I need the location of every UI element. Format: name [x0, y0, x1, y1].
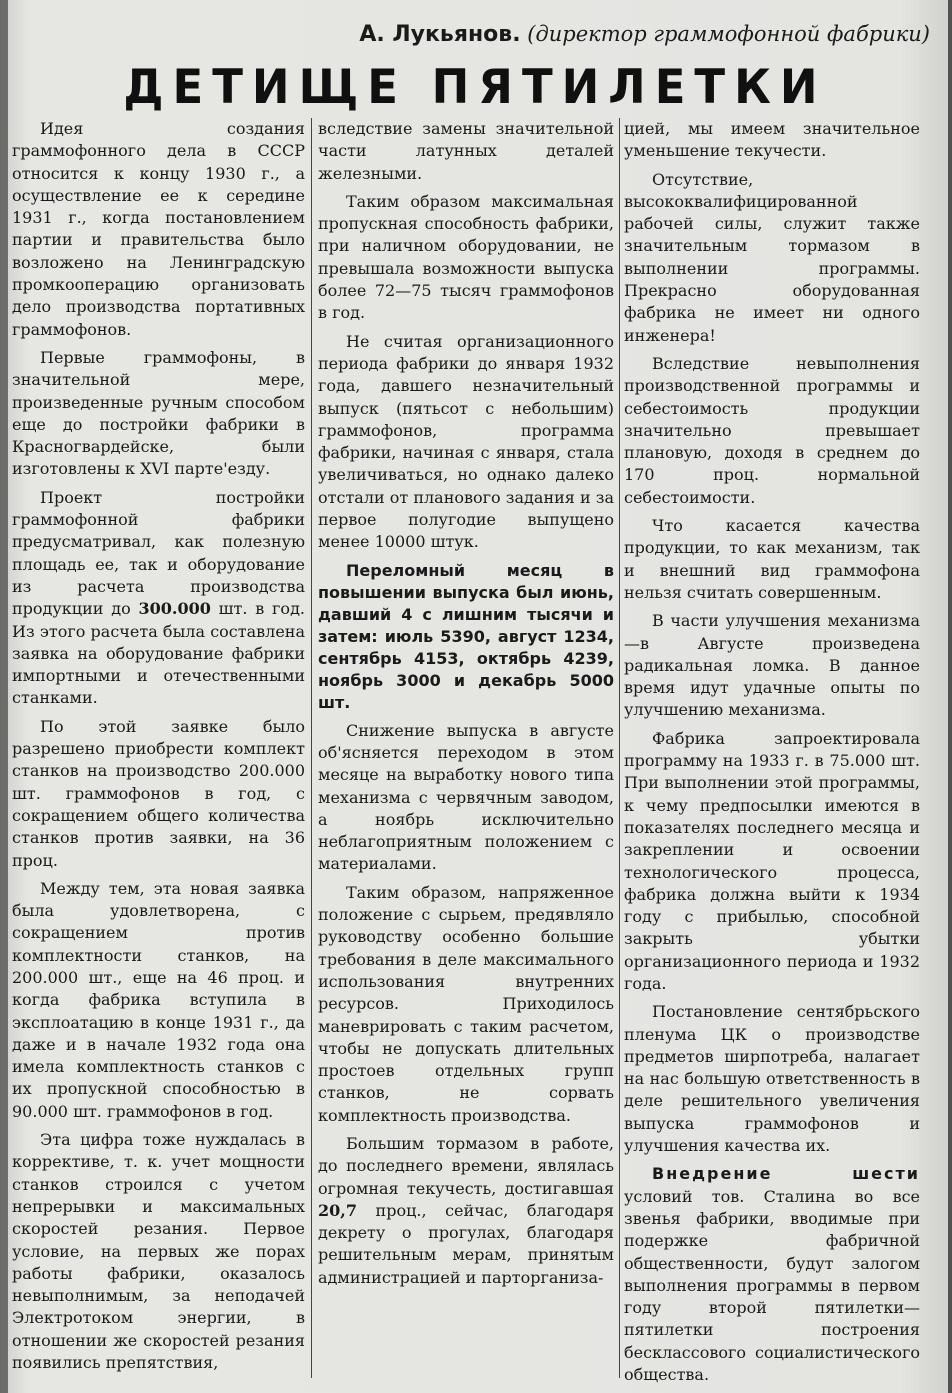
highlight-paragraph: Переломный месяц в повышении выпуска был июнь, давший 4 с лишним тысячи и затем: июль 5390, август 1234, сентябрь 4153, октябрь 4239, ноябрь 3000 и декабрь 5000 шт. [318, 560, 614, 712]
byline-role: (директор граммофонной фабрики) [527, 22, 930, 46]
paragraph: Фабрика запроектировала программу на 1933 г. в 75.000 шт. При выполнении этой программы, к чему предпосылки имеются в показателях последнего месяца и закреплении и освоении технологического процесса, фабрика должна выйти к 1934 году с прибылью, способной закрыть убытки организационного периода и 1932 года. [624, 728, 920, 993]
paragraph: вследствие замены значительной части латунных деталей железными. [318, 119, 614, 183]
column-divider [619, 118, 620, 1378]
paragraph: Отсутствие, высококвалифицированной рабочей силы, служит также значительным тормазом в выполнении программы. Прекрасно оборудованная фабрика не имеет ни одного инженера! [624, 169, 920, 345]
paragraph-text: Проект постройки граммофонной фабрики предусматривал, как полезную площадь ее, так и оборудование из расчета производства продукции до [12, 487, 305, 619]
paragraph: Эта цифра тоже нуждалась в коррективе, т. к. учет мощности станков строился с учетом непрерывки и максимальных скоростей резания. Первое условие, на первых же порах работы фабрики, оказалось невыполнимым, за неподачей Электротоком энергии, в отношении же скоростей резания появились препятствия, [12, 1130, 305, 1373]
paragraph: Снижение выпуска в августе об'ясняется переходом в этом месяце на выработку нового типа механизма с червячным заводом, а ноябрь исключительно неблагоприятным положением с материалами. [318, 720, 614, 874]
article-headline: ДЕТИЩЕ ПЯТИЛЕТКИ [123, 58, 827, 115]
article-column-3 [624, 118, 920, 1388]
paragraph: Первые граммофоны, в значительной мере, произведенные ручным способом еще до постройки фабрики в Красногвардейске, были изготовлены к XVI парте'езду. [12, 347, 305, 479]
paragraph: Таким образом, напряженное положение с сырьем, предявляло руководству особенно большие требования в деле максимального использования внутренних ресурсов. Приходилось маневрировать с таким расчетом, чтобы не допускать длительных простоев отдельных групп станков, не сорвать комплектность производства. [318, 882, 614, 1125]
scan-edge-left [0, 0, 8, 1393]
paragraph [12, 487, 305, 710]
paragraph-text: условий тов. Сталина во все звенья фабрики, вводимые при подержке фабричной общественности, будут залогом выполнения программы в первом году второй пятилетки—пятилетки построения бесклассового социалистического общества. [624, 1186, 920, 1385]
paragraph: По этой заявке было разрешено приобрести комплект станков на производство 200.000 шт. граммофонов в год, с сокращением общего количества станков против заявки, на 36 проц. [12, 716, 305, 870]
paragraph [318, 1133, 614, 1289]
column-divider [311, 118, 312, 1378]
paragraph [624, 1163, 920, 1386]
paragraph-text: шт. в год. Из этого расчета была составлена заявка на оборудование фабрики импортными и отечественными станками. [12, 599, 305, 708]
paragraph: Идея создания граммофонного дела в СССР относится к концу 1930 г., а осуществление ее к середине 1931 г., когда постановлением партии и правительства было возложено на Ленинградскую промкооперацию организовать дело производства портативных граммофонов. [12, 119, 305, 339]
byline-author: А. Лукьянов. [359, 22, 521, 47]
paragraph: цией, мы имеем значительное уменьшение текучести. [624, 119, 920, 161]
article-column-1 [12, 118, 305, 1388]
paragraph: Не считая организационного периода фабрики до января 1932 года, давшего незначительный выпуск (пятьсот с небольшим) граммофонов, программа фабрики, начиная с января, стала увеличиваться, но однако далеко отстали от планового задания и за первое полугодие выпущено менее 10000 штук. [318, 331, 614, 552]
paragraph: Таким образом максимальная пропускная способность фабрики, при наличном оборудовании, не превышала возможности выпуска более 72—75 тысяч граммофонов в год. [318, 191, 614, 323]
paragraph-text: Большим тормазом в работе, до последнего времени, являлась огромная текучесть, достигавшая [318, 1133, 614, 1198]
paragraph: В части улучшения механизма—в Августе произведена радикальная ломка. В данное время идут удачные опыты по улучшению механизма. [624, 611, 920, 720]
turnover-figure: 20,7 [318, 1200, 357, 1220]
byline [330, 22, 930, 47]
paragraph-text: проц., сейчас, благодаря декрету о прогулах, благодаря решительным мерам, принятым администрацией и парторганиза- [318, 1200, 614, 1287]
paragraph: Постановление сентябрьского пленума ЦК о производстве предметов ширпотреба, налагает на нас большую ответственность в деле решительного увеличения выпуска граммофонов и улучшения качества их. [624, 1002, 920, 1156]
paragraph: Что касается качества продукции, то как механизм, так и внешний вид граммофона нельзя считать совершенным. [624, 516, 920, 602]
article-column-2 [318, 118, 614, 1388]
paragraph: Между тем, эта новая заявка была удовлетворена, с сокращением против комплектности станков, на 200.000 шт., еще на 46 проц. и когда фабрика вступила в эксплоатацию в конце 1931 г., да даже и в начале 1932 года она имела комплектность станков с их пропускной способностью в 90.000 шт. граммофонов в год. [12, 878, 305, 1121]
lead-phrase: Внедрение шести [652, 1164, 920, 1184]
scan-edge-right [948, 0, 952, 1393]
paragraph: Вследствие невыполнения производственной программы и себестоимость продукции значительно превышает плановую, доходя в среднем до 170 проц. нормальной себестоимости. [624, 353, 920, 507]
capacity-figure: 300.000 [138, 599, 211, 619]
